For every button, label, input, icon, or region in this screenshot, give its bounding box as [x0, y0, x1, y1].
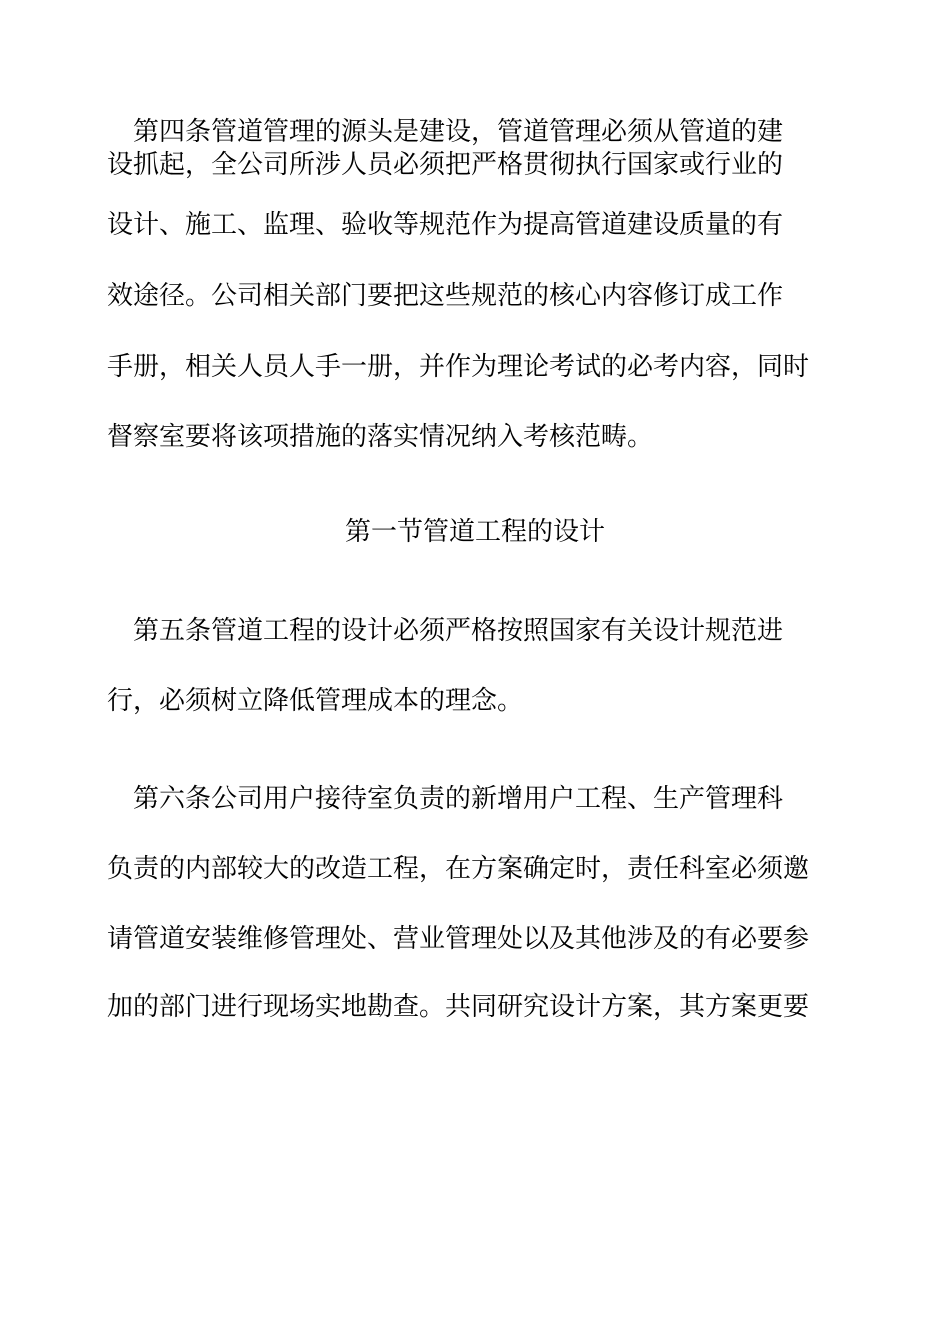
- paragraph-line: 设计、施工、监理、验收等规范作为提高管道建设质量的有: [107, 210, 784, 240]
- section-heading: 第一节管道工程的设计: [344, 517, 605, 547]
- paragraph-line: 效途径。公司相关部门要把这些规范的核心内容修订成工作: [107, 281, 784, 311]
- paragraph-line: 第五条管道工程的设计必须严格按照国家有关设计规范进: [107, 616, 784, 646]
- paragraph-line: 设抓起，全公司所涉人员必须把严格贯彻执行国家或行业的: [107, 150, 784, 180]
- paragraph-line: 负责的内部较大的改造工程，在方案确定时，责任科室必须邀: [107, 854, 810, 884]
- paragraph-line: 加的部门进行现场实地勘查。共同研究设计方案，其方案更要: [107, 992, 810, 1022]
- paragraph-line: 督察室要将该项措施的落实情况纳入考核范畴。: [107, 422, 654, 452]
- paragraph-line: 请管道安装维修管理处、营业管理处以及其他涉及的有必要参: [107, 924, 810, 954]
- paragraph-line: 第六条公司用户接待室负责的新增用户工程、生产管理科: [107, 784, 784, 814]
- paragraph-line: 行，必须树立降低管理成本的理念。: [107, 686, 524, 716]
- paragraph-line: 第四条管道管理的源头是建设，管道管理必须从管道的建: [107, 117, 784, 147]
- paragraph-line: 手册，相关人员人手一册，并作为理论考试的必考内容，同时: [107, 352, 810, 382]
